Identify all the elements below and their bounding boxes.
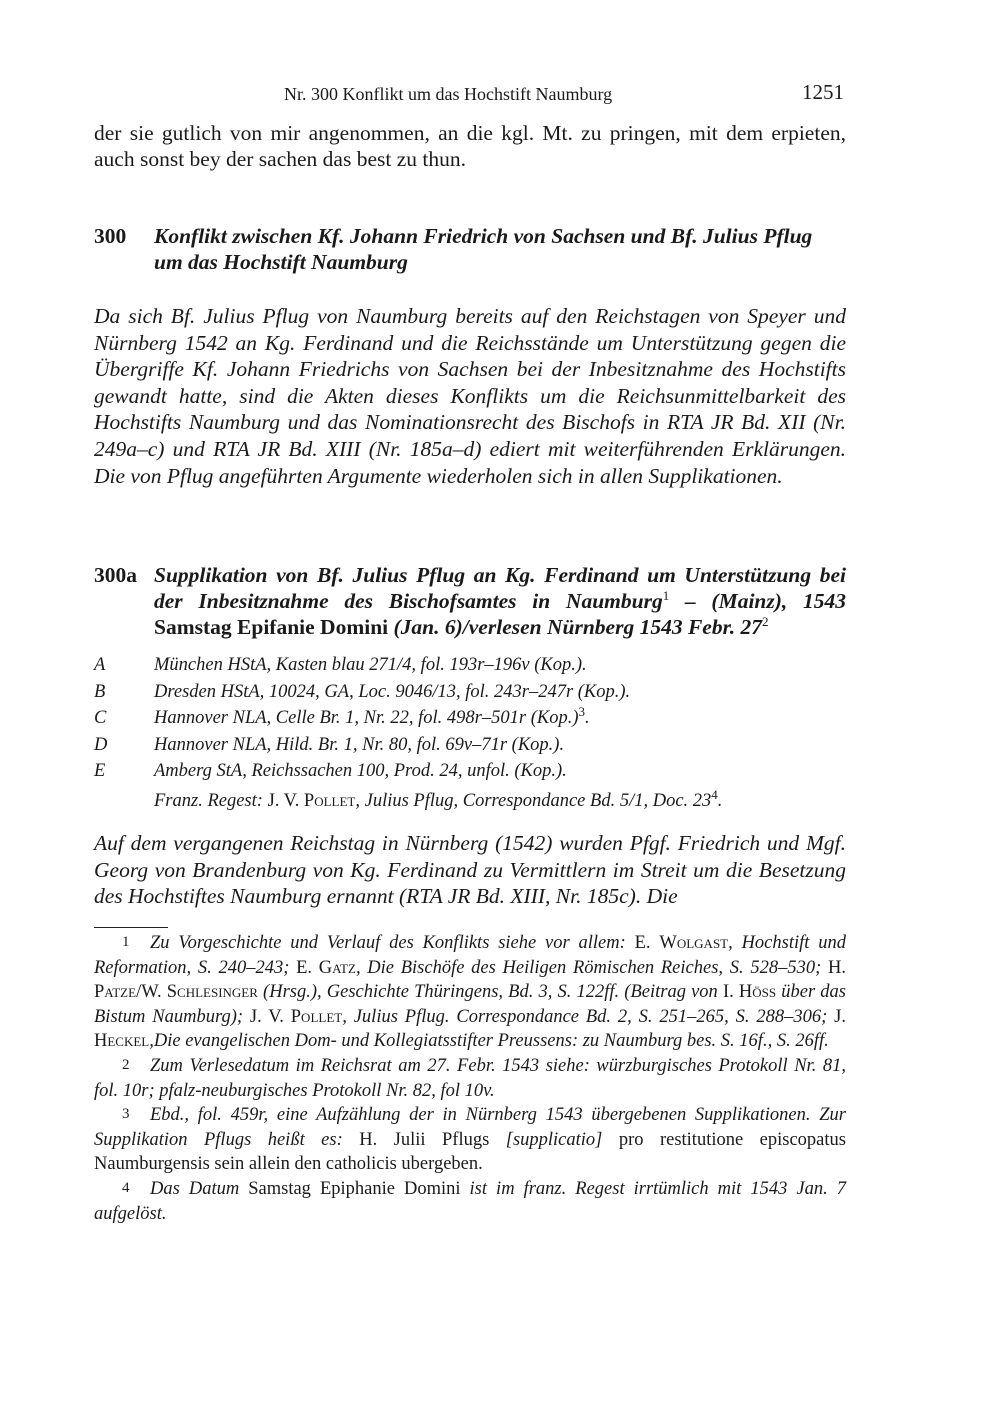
source-text: Hannover NLA, Hild. Br. 1, Nr. 80, fol. 69v–71r (Kop.).: [154, 734, 565, 755]
source-text: Amberg StA, Reichssachen 100, Prod. 24, unfol. (Kop.).: [154, 761, 567, 781]
footnote-1: 1 Zu Vorgeschichte und Verlauf des Konflikts siehe vor allem: E. Wolgast, Hochstift und Reformation, S. 240–243; E. Gatz, Die Bischöfe des Heiligen Römischen Reiches, S. 528–530; H. Patze/W. Schlesinger (Hrsg.), Geschichte Thüringens, Bd. 3, S. 122ff. (Beitrag von I. Höß über das Bistum Naumburg); J. V. Pollet, Julius Pflug. Correspondance Bd. 2, S. 251–265, S. 288–306; J. Heckel,Die evangelischen Dom- und Kollegiatsstifter Preussens: zu Naumburg bes. S. 16f., S. 26ff.: [94, 933, 846, 1052]
footnote-ref-1[interactable]: 1: [662, 587, 670, 603]
section-300a-title-part2: – (Mainz), 1543: [669, 589, 847, 613]
section-300a-intro: Auf dem vergangenen Reichstag in Nürnberg (1542) wurden Pfgf. Friedrich und Mgf. Georg von Brandenburg von Kg. Ferdinand zu Vermittlern im Streit um die Besetzung des Hochstiftes Naumburg ernannt (RTA JR Bd. XIII, Nr. 185c). Die: [94, 831, 846, 909]
section-300-heading: [94, 223, 846, 275]
source-row: [94, 703, 846, 735]
source-text: Dresden HStA, 10024, GA, Loc. 9046/13, fol. 243r–247r (Kop.).: [154, 681, 631, 702]
section-300a-title-part1: Supplikation von Bf. Julius Pflug an Kg. Ferdinand um Unterstützung bei der Inbesitznahme des Bischofsamtes in Naumburg: [154, 563, 846, 613]
source-row: [94, 682, 846, 709]
source-sigle: D: [94, 734, 108, 755]
section-300-number: 300: [94, 224, 127, 248]
footnote-number: 3: [122, 1106, 130, 1123]
section-300a-number: 300a: [94, 563, 137, 587]
footnote-number: 1: [122, 934, 130, 950]
source-sigle: A: [94, 655, 106, 675]
footnote-ref-3[interactable]: 3: [578, 703, 585, 719]
running-head: [94, 80, 846, 108]
footnotes: [94, 931, 846, 1226]
regest-author-name: Pollet: [303, 791, 356, 811]
source-row: [94, 761, 846, 788]
footnote-rule: [94, 927, 168, 928]
section-300-title: Konflikt zwischen Kf. Johann Friedrich von Sachsen und Bf. Julius Pflug um das Hochstift Naumburg: [154, 224, 813, 274]
source-row: [94, 655, 846, 682]
section-300a-title-part3: (Jan. 6)/verlesen Nürnberg 1543 Febr. 27: [388, 615, 763, 639]
section-300a-heading: [94, 562, 846, 640]
source-sigle: B: [94, 681, 106, 702]
regest-label: Franz. Regest:: [154, 791, 263, 811]
source-text: Hannover NLA, Celle Br. 1, Nr. 22, fol. 498r–501r $(Kop.)^3$.: [154, 703, 590, 728]
section-300a-title: [154, 562, 846, 640]
footnote-number: 4: [122, 1179, 130, 1196]
regest-work: , Julius Pflug, Correspondance Bd. 5/1, Doc. 23: [355, 791, 712, 811]
footnote-2: 2 Zum Verlesedatum im Reichsrat am 27. Febr. 1543 siehe: würzburgisches Protokoll Nr. 81, fol. 10r; pfalz-neuburgisches Protokoll Nr. 82, fol 10v.: [94, 1055, 846, 1101]
footnote-number: 2: [122, 1056, 130, 1073]
footnote-3: 3 Ebd., fol. 459r, eine Aufzählung der in Nürnberg 1543 übergebenen Supplikationen. Zur Supplikation Pflugs heißt es: H. Julii Pflugs [supplicatio] pro restitutione episcopatus Naumburgensis sein allein den catholicis ubergeben.: [94, 1105, 846, 1175]
continuation-paragraph: der sie gutlich von mir angenommen, an die kgl. Mt. zu pringen, mit dem erpieten, auch sonst bey der sachen das best zu thun.: [94, 121, 846, 171]
regest-author-initials: J. V.: [267, 791, 300, 811]
source-row: [94, 735, 846, 762]
page-number: 1251: [802, 80, 844, 104]
footnote-4: 4 Das Datum Samstag Epiphanie Domini ist im franz. Regest irrtümlich mit 1543 Jan. 7 aufgelöst.: [94, 1178, 846, 1224]
running-title: Nr. 300 Konflikt um das Hochstift Naumburg: [284, 84, 613, 104]
section-300a-date-upright: Samstag Epifanie Domini: [154, 615, 389, 639]
footnote-ref-2[interactable]: 2: [762, 613, 769, 629]
source-text: München HStA, Kasten blau 271/4, fol. 193r–196v (Kop.).: [154, 655, 587, 675]
source-sigle: C: [94, 708, 107, 728]
footnote-ref-4[interactable]: 4: [711, 786, 718, 802]
regest-line: Franz. Regest: J. V. Pollet, Julius Pflug, Correspondance Bd. 5/1, Doc. $23^4$.: [154, 786, 723, 811]
source-list: [94, 655, 846, 811]
source-sigle: E: [94, 761, 106, 781]
section-300-intro: Da sich Bf. Julius Pflug von Naumburg bereits auf den Reichstagen von Speyer und Nürnberg 1542 an Kg. Ferdinand und die Reichsstände um Unterstützung gegen die Übergriffe Kf. Johann Friedrichs von Sachsen bei der Inbesitznahme des Hochstifts gewandt hatte, sind die Akten dieses Konflikts um die Reichsunmittelbarkeit des Hochstifts Naumburg und das Nominationsrecht des Bischofs in RTA JR Bd. XII (Nr. 249a–c) und RTA JR Bd. XIII (Nr. 185a–d) ediert mit weiterführenden Erklärungen. Die von Pflug angeführten Argumente wiederholen sich in allen Supplikationen.: [94, 304, 846, 488]
